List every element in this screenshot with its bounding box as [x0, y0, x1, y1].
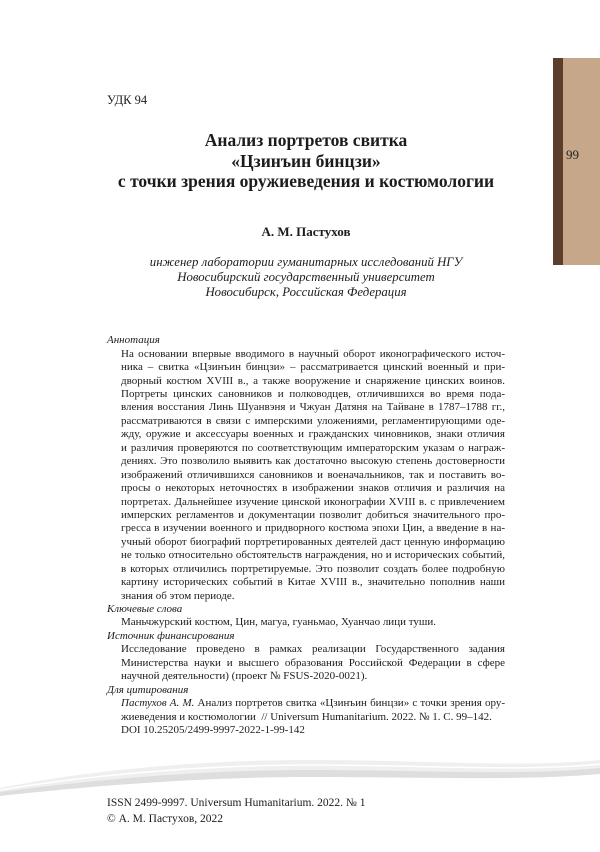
abstract-line: вления восстания Линь Шуанвэня и Чжуан Датяня на Тайване в 1787–1788 гг., — [121, 401, 505, 414]
article-title-line: с точки зрения оружиеведения и костюмологии — [117, 171, 495, 191]
abstract-line: На основании впервые вводимого в научный оборот иконографического источ- — [121, 347, 505, 360]
citation-doi: DOI 10.25205/2499-9997-2022-1-99-142 — [121, 723, 305, 736]
page-tab-dark — [553, 58, 563, 265]
article-title — [107, 130, 505, 192]
abstract-line: портретах. Дальнейшее изучение цинской иконографии XVIII в. с привлечением — [121, 495, 505, 508]
citation-line — [121, 697, 505, 710]
page-footer — [107, 795, 366, 827]
footer-copyright: © А. М. Пастухов, 2022 — [107, 813, 224, 825]
abstract-line: и различия проверяются по соответствующим императорским указам о награж- — [121, 441, 505, 454]
citation-author: Пастухов А. М. — [121, 697, 195, 710]
abstract-line: ника – свитка «Цзинъин бинцзи» – рассматривается цинский военный и при- — [121, 361, 505, 374]
affiliation-line: Новосибирск, Российская Федерация — [205, 284, 407, 299]
funding-line: Министерства науки и высшего образования Российской Федерации в сфере — [121, 656, 505, 669]
abstract-line: дворный костюм XVIII в., а также вооружение и снаряжение цинских воинов. — [121, 374, 505, 387]
funding-line: Исследование проведено в рамках реализации Государственного задания — [121, 643, 505, 656]
citation-title: Анализ портретов свитка «Цзинъин бинцзи» с точки зрения ору- — [197, 697, 506, 710]
footer-issn: ISSN 2499-9997. Universum Humanitarium. 2022. № 1 — [107, 797, 366, 809]
abstract-line: имперских регламентов и документации позволит добиться значительного про- — [121, 508, 505, 521]
affiliation-line: инженер лаборатории гуманитарных исследований НГУ — [149, 254, 463, 269]
abstract-line: жду, оружие и аксессуары военных и гражданских чиновников, знаки отличия — [121, 428, 505, 441]
abstract-line: не только относительно обстоятельств награждения, но и исторических событий, — [121, 549, 505, 562]
abstract-line: в которых отличились портретируемые. Это позволит создать более подробную — [121, 562, 505, 575]
abstract-label: Аннотация — [107, 334, 160, 347]
article-title-line: «Цзинъин бинцзи» — [231, 150, 381, 171]
abstract-line: Портреты цинских сановников и полководцев, отличившихся во время пода- — [121, 388, 505, 401]
abstract-line: учный оборот биографий портретированных деятелей даст ценную информацию — [121, 535, 505, 548]
page-number: 99 — [566, 147, 579, 162]
article-front-matter — [107, 334, 505, 737]
author-name: А. М. Пастухов — [261, 224, 351, 239]
citation-line: жиеведения и костюмологии // Universum Humanitarium. 2022. № 1. С. 99–142. — [121, 710, 492, 723]
wave-band-dark — [0, 768, 600, 796]
abstract-line: картину исторических событий в Китае XVIII в., значительно пополнив наши — [121, 576, 505, 589]
citation-label: Для цитирования — [107, 683, 189, 696]
abstract-line: гресса в изучении военного и придворного костюма эпохи Цин, а введение в на- — [121, 522, 505, 535]
article-title-line: Анализ портретов свитка — [204, 130, 408, 150]
wave-decoration — [0, 748, 600, 796]
keywords-label: Ключевые слова — [107, 603, 183, 616]
affiliation-line: Новосибирский государственный университет — [177, 269, 435, 284]
abstract-line: изображений отличившихся сановников и военачальников, так и поставить во- — [121, 468, 505, 481]
abstract-line: дениях. Это позволило выявить как достаточно высокую степень достоверности — [121, 455, 505, 468]
funding-line: научной деятельности) (проект № FSUS-2020-0021). — [121, 670, 368, 683]
abstract-line: просы о некоторых неточностях в изображении знаков отличия и различия на — [121, 482, 505, 495]
keywords-text: Маньчжурский костюм, Цин, магуа, гуаньмао, Хуанчао лици туши. — [121, 616, 436, 629]
funding-label: Источник финансирования — [107, 629, 235, 642]
udc-code: УДК 94 — [107, 93, 148, 107]
author-affiliation — [107, 255, 505, 300]
abstract-line: рассматриваются в связи с имперскими уложениями, регламентирующими оде- — [121, 414, 505, 427]
abstract-line: знания об этом периоде. — [121, 589, 235, 602]
